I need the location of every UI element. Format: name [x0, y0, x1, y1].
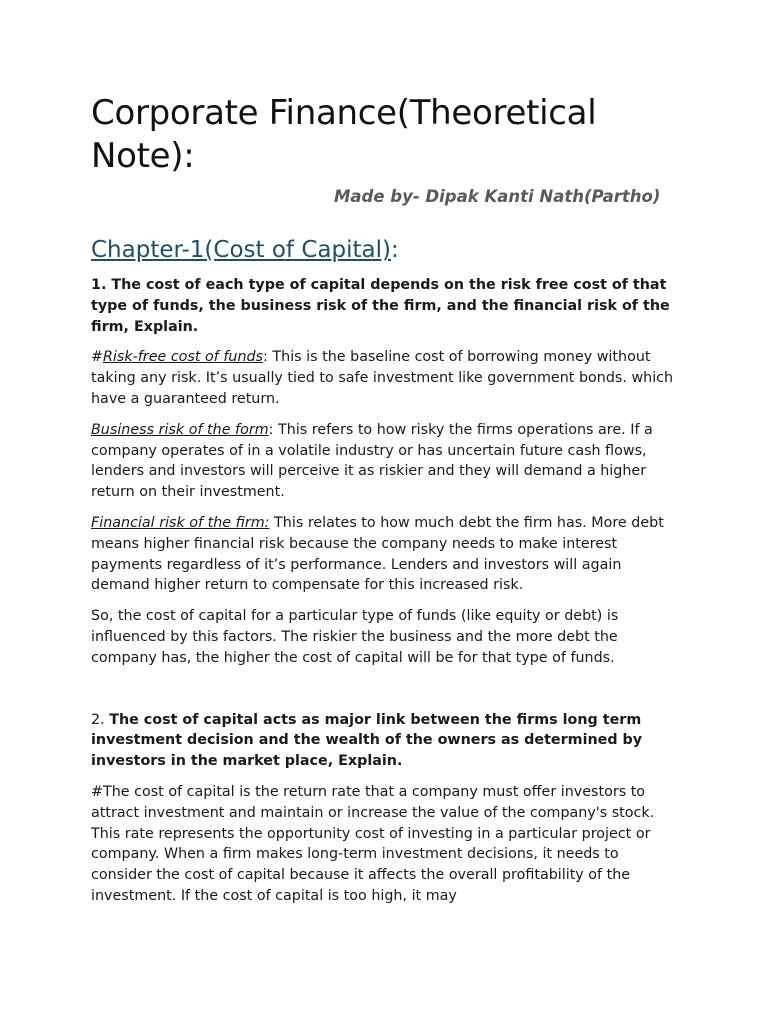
document-page	[91, 92, 681, 917]
chapter-title-suffix: :	[390, 237, 399, 263]
term-financial-risk: Financial risk of the firm:	[91, 514, 270, 531]
paragraph-financial-risk	[91, 513, 681, 596]
paragraph-risk-free	[91, 347, 681, 409]
section-gap	[91, 679, 681, 710]
term-risk-free: Risk-free cost of funds	[102, 349, 264, 366]
paragraph-business-risk	[91, 420, 681, 503]
question-2-number: 2.	[91, 711, 110, 728]
chapter-heading	[91, 235, 681, 265]
term-business-risk: Business risk of the form	[91, 421, 269, 438]
paragraph-summary: So, the cost of capital for a particular type of funds (like equity or debt) is influenced by this factors. The riskier the business and the more debt the company has, the higher the cost of capital will be for that type of funds.	[91, 608, 619, 666]
paragraph-text: : This is the baseline cost of borrowing money without taking any risk. It’s usually tied to safe investment like government bonds. which have a guaranteed return.	[91, 349, 674, 407]
question-1: 1. The cost of each type of capital depends on the risk free cost of that type of funds, the business risk of the firm, and the financial risk of the firm, Explain.	[91, 277, 670, 335]
paragraph-prefix: #	[91, 349, 103, 366]
question-2	[91, 710, 681, 772]
paragraph-cost-of-capital: #The cost of capital is the return rate that a company must offer investors to attract investment and maintain or increase the value of the company's stock. This rate represents the opportunity cost of investing in a particular project or company. When a firm makes long-term investment decisions, it needs to consider the cost of capital because it affects the overall profitability of the investment. If the cost of capital is too high, it may	[91, 783, 655, 904]
paragraph-text: This relates to how much debt the firm has. More debt means higher financial risk because the company needs to make interest payments regardless of it’s performance. Lenders and investors will again demand higher return to compensate for this increased risk.	[91, 514, 664, 594]
paragraph-text: : This refers to how risky the firms operations are. If a company operates of in a volatile industry or has uncertain future cash flows, lenders and investors will perceive it as riskier and they will demand a higher return on their investment.	[91, 421, 653, 501]
question-2-text: The cost of capital acts as major link between the firms long term investment decision and the wealth of the owners as determined by investors in the market place, Explain.	[91, 711, 643, 770]
chapter-title-link[interactable]: Chapter-1(Cost of Capital)	[91, 237, 391, 263]
author-line: Made by- Dipak Kanti Nath(Partho)	[334, 187, 661, 206]
document-title: Corporate Finance(Theoretical Note):	[91, 93, 597, 176]
